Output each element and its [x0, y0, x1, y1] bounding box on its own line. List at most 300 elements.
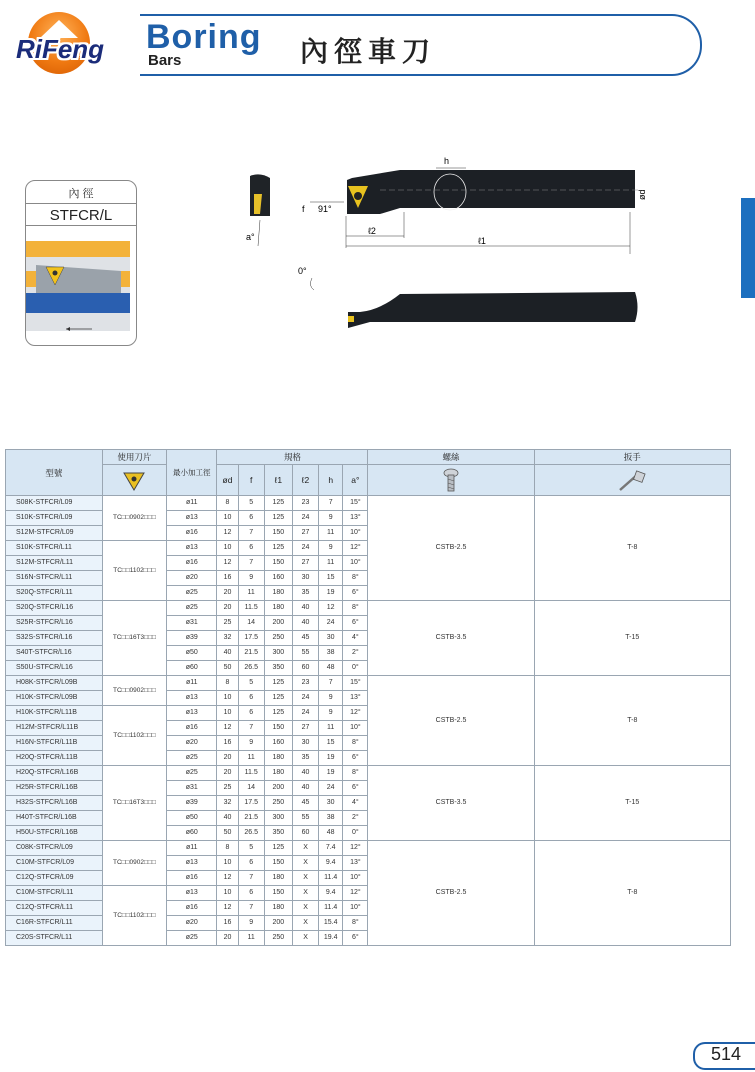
- h-cell: 38: [319, 646, 343, 661]
- h-cell: 38: [319, 811, 343, 826]
- a-cell: 4°: [343, 631, 368, 646]
- f-cell: 9: [238, 916, 264, 931]
- l2-cell: 24: [292, 541, 318, 556]
- min-bore-cell: ø16: [167, 901, 217, 916]
- min-bore-cell: ø11: [167, 676, 217, 691]
- min-bore-cell: ø16: [167, 721, 217, 736]
- d-cell: 16: [217, 571, 238, 586]
- d-cell: 10: [217, 886, 238, 901]
- f-cell: 7: [238, 901, 264, 916]
- d-cell: 25: [217, 616, 238, 631]
- a-cell: 8°: [343, 571, 368, 586]
- f-cell: 9: [238, 571, 264, 586]
- l1-cell: 125: [264, 691, 292, 706]
- model-cell: C20S-STFCR/L11: [6, 931, 103, 946]
- l1-cell: 350: [264, 826, 292, 841]
- l1-cell: 200: [264, 781, 292, 796]
- f-cell: 7: [238, 871, 264, 886]
- model-cell: H50U-STFCR/L16B: [6, 826, 103, 841]
- f-cell: 14: [238, 616, 264, 631]
- label-d: ød: [637, 189, 647, 200]
- insert-profile: [250, 174, 270, 216]
- d-cell: 50: [217, 826, 238, 841]
- min-bore-cell: ø11: [167, 496, 217, 511]
- wrench-cell: T-8: [534, 676, 730, 766]
- f-cell: 17.5: [238, 796, 264, 811]
- a-cell: 12°: [343, 706, 368, 721]
- boring-illustration: [26, 227, 136, 345]
- insert-cell: TC□□16T3□□□: [102, 766, 166, 841]
- a-cell: 12°: [343, 886, 368, 901]
- wrench-cell: T-15: [534, 601, 730, 676]
- a-cell: 15°: [343, 676, 368, 691]
- d-cell: 12: [217, 556, 238, 571]
- f-cell: 21.5: [238, 646, 264, 661]
- h-cell: 19.4: [319, 931, 343, 946]
- l1-cell: 150: [264, 556, 292, 571]
- a-cell: 6°: [343, 586, 368, 601]
- l1-cell: 200: [264, 916, 292, 931]
- l1-cell: 125: [264, 676, 292, 691]
- min-bore-cell: ø60: [167, 826, 217, 841]
- rifeng-logo: [6, 8, 114, 78]
- l2-cell: 24: [292, 706, 318, 721]
- d-cell: 8: [217, 496, 238, 511]
- insert-cell: TC□□16T3□□□: [102, 601, 166, 676]
- d-cell: 50: [217, 661, 238, 676]
- h-cell: 7: [319, 496, 343, 511]
- l2-cell: X: [292, 901, 318, 916]
- d-cell: 32: [217, 796, 238, 811]
- f-cell: 7: [238, 556, 264, 571]
- l1-cell: 125: [264, 841, 292, 856]
- label-l2: ℓ2: [368, 226, 376, 236]
- min-bore-cell: ø16: [167, 556, 217, 571]
- f-cell: 11: [238, 751, 264, 766]
- f-cell: 26.5: [238, 826, 264, 841]
- screw-cell: CSTB-2.5: [368, 676, 534, 766]
- col-h: h: [319, 465, 343, 496]
- type-label-zh: 內 徑: [68, 188, 94, 200]
- type-box: [25, 180, 137, 346]
- a-cell: 0°: [343, 661, 368, 676]
- l2-cell: 45: [292, 631, 318, 646]
- l2-cell: 40: [292, 766, 318, 781]
- h-cell: 9: [319, 691, 343, 706]
- l2-cell: X: [292, 871, 318, 886]
- min-bore-cell: ø16: [167, 871, 217, 886]
- model-cell: H12M-STFCR/L11B: [6, 721, 103, 736]
- l1-cell: 180: [264, 766, 292, 781]
- f-cell: 9: [238, 736, 264, 751]
- screw-cell: CSTB-2.5: [368, 496, 534, 601]
- label-l1: ℓ1: [478, 236, 486, 246]
- h-cell: 9: [319, 706, 343, 721]
- l1-cell: 125: [264, 496, 292, 511]
- model-cell: H16N-STFCR/L11B: [6, 736, 103, 751]
- l2-cell: 24: [292, 511, 318, 526]
- min-bore-cell: ø20: [167, 916, 217, 931]
- model-cell: H10K-STFCR/L11B: [6, 706, 103, 721]
- h-cell: 12: [319, 601, 343, 616]
- d-cell: 20: [217, 931, 238, 946]
- l2-cell: 24: [292, 691, 318, 706]
- col-insert: 使用刀片: [102, 450, 166, 465]
- page-title-en: Boring: [146, 18, 262, 56]
- model-cell: C12Q-STFCR/L09: [6, 871, 103, 886]
- model-cell: H08K-STFCR/L09B: [6, 676, 103, 691]
- a-cell: 12°: [343, 841, 368, 856]
- model-cell: C08K-STFCR/L09: [6, 841, 103, 856]
- min-bore-cell: ø20: [167, 571, 217, 586]
- type-code: STFCR/L: [26, 203, 136, 224]
- l2-cell: 27: [292, 556, 318, 571]
- d-cell: 10: [217, 511, 238, 526]
- d-cell: 40: [217, 811, 238, 826]
- screw-cell: CSTB-2.5: [368, 841, 534, 946]
- wrench-cell: T-15: [534, 766, 730, 841]
- h-cell: 24: [319, 616, 343, 631]
- type-divider: [26, 225, 136, 226]
- a-cell: 10°: [343, 721, 368, 736]
- min-bore-cell: ø13: [167, 511, 217, 526]
- l1-cell: 125: [264, 706, 292, 721]
- a-cell: 4°: [343, 796, 368, 811]
- model-cell: S50U-STFCR/L16: [6, 661, 103, 676]
- h-cell: 24: [319, 781, 343, 796]
- min-bore-cell: ø13: [167, 541, 217, 556]
- f-cell: 6: [238, 856, 264, 871]
- model-cell: H20Q-STFCR/L11B: [6, 751, 103, 766]
- l1-cell: 150: [264, 856, 292, 871]
- table-row: [6, 841, 731, 856]
- l1-cell: 160: [264, 736, 292, 751]
- l2-cell: X: [292, 916, 318, 931]
- min-bore-cell: ø13: [167, 856, 217, 871]
- l2-cell: 23: [292, 496, 318, 511]
- model-cell: S12M-STFCR/L09: [6, 526, 103, 541]
- wrench-icon-cell: [534, 465, 730, 496]
- h-cell: 7.4: [319, 841, 343, 856]
- wrench-cell: T-8: [534, 841, 730, 946]
- l2-cell: 27: [292, 721, 318, 736]
- a-cell: 15°: [343, 496, 368, 511]
- h-cell: 11.4: [319, 901, 343, 916]
- f-cell: 5: [238, 841, 264, 856]
- logo-text: RiFeng: [15, 34, 105, 64]
- l2-cell: 30: [292, 571, 318, 586]
- l1-cell: 180: [264, 586, 292, 601]
- l1-cell: 250: [264, 631, 292, 646]
- col-screw: 螺絲: [368, 450, 534, 465]
- page-title-zh: 內徑車刀: [300, 35, 437, 68]
- a-cell: 8°: [343, 766, 368, 781]
- l1-cell: 180: [264, 751, 292, 766]
- d-cell: 8: [217, 841, 238, 856]
- min-bore-cell: ø25: [167, 601, 217, 616]
- model-cell: S32S-STFCR/L16: [6, 631, 103, 646]
- a-cell: 6°: [343, 781, 368, 796]
- l2-cell: 27: [292, 526, 318, 541]
- col-min-bore: 最小加工徑: [167, 450, 217, 496]
- model-cell: C10M-STFCR/L11: [6, 886, 103, 901]
- f-cell: 7: [238, 721, 264, 736]
- col-a: a°: [343, 465, 368, 496]
- d-cell: 40: [217, 646, 238, 661]
- a-cell: 8°: [343, 916, 368, 931]
- l2-cell: 60: [292, 661, 318, 676]
- col-d: ød: [217, 465, 238, 496]
- a-cell: 0°: [343, 826, 368, 841]
- l1-cell: 250: [264, 796, 292, 811]
- l1-cell: 180: [264, 901, 292, 916]
- l2-cell: X: [292, 841, 318, 856]
- model-cell: S08K-STFCR/L09: [6, 496, 103, 511]
- model-cell: C16R-STFCR/L11: [6, 916, 103, 931]
- insert-icon-cell: [102, 465, 166, 496]
- d-cell: 16: [217, 916, 238, 931]
- model-cell: H25R-STFCR/L16B: [6, 781, 103, 796]
- l2-cell: 23: [292, 676, 318, 691]
- a-cell: 6°: [343, 931, 368, 946]
- model-cell: C12Q-STFCR/L11: [6, 901, 103, 916]
- l1-cell: 250: [264, 931, 292, 946]
- l1-cell: 180: [264, 871, 292, 886]
- screw-cell: CSTB-3.5: [368, 601, 534, 676]
- table-row: [6, 496, 731, 511]
- model-cell: S25R-STFCR/L16: [6, 616, 103, 631]
- min-bore-cell: ø31: [167, 616, 217, 631]
- a-cell: 13°: [343, 691, 368, 706]
- d-cell: 10: [217, 691, 238, 706]
- f-cell: 6: [238, 886, 264, 901]
- d-cell: 8: [217, 676, 238, 691]
- model-cell: H40T-STFCR/L16B: [6, 811, 103, 826]
- a-cell: 6°: [343, 616, 368, 631]
- h-cell: 19: [319, 766, 343, 781]
- f-cell: 6: [238, 511, 264, 526]
- h-cell: 30: [319, 631, 343, 646]
- h-cell: 30: [319, 796, 343, 811]
- min-bore-cell: ø39: [167, 796, 217, 811]
- f-cell: 5: [238, 496, 264, 511]
- label-a: a°: [246, 232, 255, 242]
- model-cell: H10K-STFCR/L09B: [6, 691, 103, 706]
- triangle-insert-icon: [122, 470, 146, 492]
- min-bore-cell: ø25: [167, 931, 217, 946]
- f-cell: 6: [238, 706, 264, 721]
- insert-cell: TC□□0902□□□: [102, 496, 166, 541]
- l2-cell: 45: [292, 796, 318, 811]
- d-cell: 20: [217, 601, 238, 616]
- min-bore-cell: ø50: [167, 811, 217, 826]
- l2-cell: 55: [292, 646, 318, 661]
- a-cell: 10°: [343, 871, 368, 886]
- model-cell: H32S-STFCR/L16B: [6, 796, 103, 811]
- col-f: f: [238, 465, 264, 496]
- h-cell: 19: [319, 586, 343, 601]
- d-cell: 10: [217, 541, 238, 556]
- page-number: 514: [710, 1044, 742, 1064]
- l1-cell: 125: [264, 511, 292, 526]
- min-bore-cell: ø31: [167, 781, 217, 796]
- label-h: h: [444, 156, 450, 166]
- l1-cell: 180: [264, 601, 292, 616]
- h-cell: 9.4: [319, 886, 343, 901]
- label-f: f: [302, 204, 305, 214]
- insert-cell: TC□□1102□□□: [102, 886, 166, 946]
- a-cell: 13°: [343, 511, 368, 526]
- h-cell: 48: [319, 661, 343, 676]
- h-cell: 11: [319, 526, 343, 541]
- section-tab-marker: [741, 198, 755, 298]
- d-cell: 12: [217, 721, 238, 736]
- l2-cell: 40: [292, 616, 318, 631]
- d-cell: 20: [217, 766, 238, 781]
- a-cell: 6°: [343, 751, 368, 766]
- model-cell: H20Q-STFCR/L16B: [6, 766, 103, 781]
- table-row: [6, 601, 731, 616]
- min-bore-cell: ø25: [167, 766, 217, 781]
- a-cell: 10°: [343, 556, 368, 571]
- min-bore-cell: ø16: [167, 526, 217, 541]
- d-cell: 20: [217, 586, 238, 601]
- l2-cell: 40: [292, 601, 318, 616]
- label-91: 91°: [318, 204, 332, 214]
- d-cell: 16: [217, 736, 238, 751]
- col-model: 型號: [6, 450, 103, 496]
- a-cell: 2°: [343, 646, 368, 661]
- h-cell: 15: [319, 571, 343, 586]
- d-cell: 32: [217, 631, 238, 646]
- l1-cell: 150: [264, 721, 292, 736]
- f-cell: 6: [238, 541, 264, 556]
- l1-cell: 350: [264, 661, 292, 676]
- d-cell: 12: [217, 871, 238, 886]
- h-cell: 11: [319, 556, 343, 571]
- screw-icon-cell: [368, 465, 534, 496]
- f-cell: 26.5: [238, 661, 264, 676]
- d-cell: 10: [217, 856, 238, 871]
- page-subtitle-en: Bars: [148, 52, 182, 69]
- f-cell: 6: [238, 691, 264, 706]
- l2-cell: 35: [292, 751, 318, 766]
- a-cell: 13°: [343, 856, 368, 871]
- a-cell: 12°: [343, 541, 368, 556]
- h-cell: 7: [319, 676, 343, 691]
- h-cell: 9: [319, 511, 343, 526]
- l1-cell: 160: [264, 571, 292, 586]
- model-cell: C10M-STFCR/L09: [6, 856, 103, 871]
- l1-cell: 200: [264, 616, 292, 631]
- f-cell: 7: [238, 526, 264, 541]
- l2-cell: X: [292, 931, 318, 946]
- f-cell: 11.5: [238, 766, 264, 781]
- a-cell: 10°: [343, 901, 368, 916]
- col-wrench: 扳手: [534, 450, 730, 465]
- min-bore-cell: ø11: [167, 841, 217, 856]
- col-l2: ℓ2: [292, 465, 318, 496]
- insert-cell: TC□□0902□□□: [102, 676, 166, 706]
- l2-cell: 60: [292, 826, 318, 841]
- l1-cell: 150: [264, 526, 292, 541]
- model-cell: S10K-STFCR/L11: [6, 541, 103, 556]
- a-cell: 8°: [343, 601, 368, 616]
- h-cell: 9: [319, 541, 343, 556]
- model-cell: S16N-STFCR/L11: [6, 571, 103, 586]
- min-bore-cell: ø50: [167, 646, 217, 661]
- l1-cell: 150: [264, 886, 292, 901]
- min-bore-cell: ø13: [167, 691, 217, 706]
- l1-cell: 300: [264, 811, 292, 826]
- d-cell: 25: [217, 781, 238, 796]
- label-0: 0°: [298, 266, 307, 276]
- d-cell: 12: [217, 526, 238, 541]
- boring-bar-top: [347, 170, 638, 214]
- l2-cell: X: [292, 886, 318, 901]
- screw-cell: CSTB-3.5: [368, 766, 534, 841]
- screw-icon: [441, 468, 461, 494]
- min-bore-cell: ø25: [167, 586, 217, 601]
- a-cell: 2°: [343, 811, 368, 826]
- col-spec: 規格: [217, 450, 368, 465]
- l1-cell: 125: [264, 541, 292, 556]
- h-cell: 11.4: [319, 871, 343, 886]
- model-cell: S20Q-STFCR/L16: [6, 601, 103, 616]
- model-cell: S20Q-STFCR/L11: [6, 586, 103, 601]
- min-bore-cell: ø13: [167, 706, 217, 721]
- model-cell: S40T-STFCR/L16: [6, 646, 103, 661]
- f-cell: 11: [238, 586, 264, 601]
- h-cell: 9.4: [319, 856, 343, 871]
- insert-cell: TC□□1102□□□: [102, 706, 166, 766]
- d-cell: 20: [217, 751, 238, 766]
- a-cell: 8°: [343, 736, 368, 751]
- f-cell: 11: [238, 931, 264, 946]
- insert-cell: TC□□0902□□□: [102, 841, 166, 886]
- col-l1: ℓ1: [264, 465, 292, 496]
- l2-cell: 30: [292, 736, 318, 751]
- l2-cell: X: [292, 856, 318, 871]
- f-cell: 11.5: [238, 601, 264, 616]
- table-row: [6, 676, 731, 691]
- spec-table: [5, 449, 731, 946]
- insert-cell: TC□□1102□□□: [102, 541, 166, 601]
- d-cell: 10: [217, 706, 238, 721]
- f-cell: 5: [238, 676, 264, 691]
- f-cell: 21.5: [238, 811, 264, 826]
- wrench-cell: T-8: [534, 496, 730, 601]
- min-bore-cell: ø13: [167, 886, 217, 901]
- min-bore-cell: ø60: [167, 661, 217, 676]
- h-cell: 11: [319, 721, 343, 736]
- table-row: [6, 766, 731, 781]
- d-cell: 12: [217, 901, 238, 916]
- l2-cell: 55: [292, 811, 318, 826]
- f-cell: 14: [238, 781, 264, 796]
- l1-cell: 300: [264, 646, 292, 661]
- l2-cell: 40: [292, 781, 318, 796]
- model-cell: S12M-STFCR/L11: [6, 556, 103, 571]
- min-bore-cell: ø20: [167, 736, 217, 751]
- min-bore-cell: ø39: [167, 631, 217, 646]
- tool-drawing: [240, 150, 650, 340]
- l2-cell: 35: [292, 586, 318, 601]
- torx-wrench-icon: [617, 469, 647, 493]
- boring-bar-side: [348, 292, 638, 328]
- h-cell: 15.4: [319, 916, 343, 931]
- h-cell: 15: [319, 736, 343, 751]
